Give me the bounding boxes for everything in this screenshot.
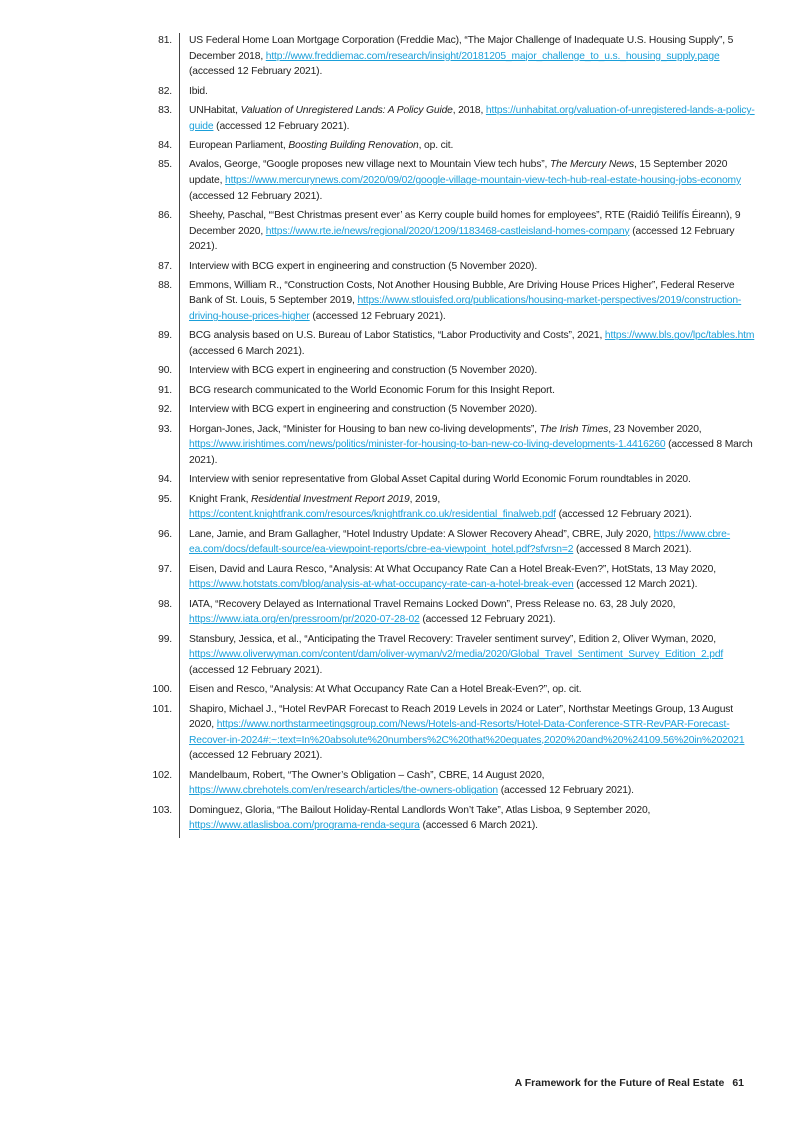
reference-item <box>140 103 755 138</box>
reference-number: 102. <box>152 769 172 781</box>
reference-link[interactable]: https://www.irishtimes.com/news/politics/minister-for-housing-to-ban-new-co-living-developments-1.4416260 <box>189 439 666 451</box>
reference-item <box>140 492 755 527</box>
reference-segment: Sheehy, Paschal, “‘Best Christmas present ever’ as Kerry couple build homes for employees”, RTE (Raidió Teilifís Éireann), 9 December 2020, <box>189 209 741 237</box>
page-footer <box>515 1077 744 1089</box>
reference-segment: , op. cit. <box>418 139 454 151</box>
reference-segment: BCG research communicated to the World Economic Forum for this Insight Report. <box>189 384 555 396</box>
reference-item <box>140 702 755 768</box>
reference-text <box>179 562 755 597</box>
reference-number: 84. <box>158 139 172 151</box>
reference-text <box>179 492 755 527</box>
reference-link[interactable]: https://www.oliverwyman.com/content/dam/oliver-wyman/v2/media/2020/Global_Travel_Sentiment_Survey_Edition_2.pdf <box>189 649 724 661</box>
reference-item <box>140 363 755 382</box>
reference-segment: (accessed 12 February 2021). <box>213 120 350 132</box>
reference-segment: (accessed 12 February 2021). <box>419 614 556 626</box>
reference-italic-title: Valuation of Unregistered Lands: A Policy Guide <box>240 104 453 116</box>
reference-segment: Interview with senior representative from Global Asset Capital during World Economic Forum roundtables in 2020. <box>189 474 691 486</box>
reference-segment: Dominguez, Gloria, “The Bailout Holiday-Rental Landlords Won’t Take”, Atlas Lisboa, 9 September 2020, <box>189 804 651 816</box>
reference-number: 94. <box>158 474 172 486</box>
reference-text <box>179 138 755 157</box>
reference-link[interactable]: https://www.hotstats.com/blog/analysis-at-what-occupancy-rate-can-a-hotel-break-even <box>189 579 574 591</box>
reference-segment: (accessed 12 February 2021). <box>189 66 323 78</box>
reference-segment: (accessed 12 March 2021). <box>573 579 698 591</box>
reference-segment: Lane, Jamie, and Bram Gallagher, “Hotel Industry Update: A Slower Recovery Ahead”, CBRE, July 2020, <box>189 528 654 540</box>
reference-number: 82. <box>158 85 172 97</box>
reference-number: 92. <box>158 404 172 416</box>
reference-item <box>140 422 755 473</box>
reference-text <box>179 803 755 838</box>
reference-text <box>179 682 755 701</box>
reference-text <box>179 383 755 402</box>
reference-item <box>140 682 755 701</box>
reference-italic-title: The Irish Times <box>539 423 609 435</box>
reference-segment: IATA, “Recovery Delayed as International Travel Remains Locked Down”, Press Release no. 63, 28 July 2020, <box>189 598 676 610</box>
reference-text <box>179 527 755 562</box>
reference-text <box>179 632 755 683</box>
reference-segment: Emmons, William R., “Construction Costs, Not Another Housing Bubble, Are Driving House Prices Higher”, Federal Reserve Bank of St. Louis, 5 September 2019, <box>189 279 735 307</box>
reference-number: 88. <box>158 279 172 291</box>
reference-segment: (accessed 12 February 2021). <box>309 311 446 323</box>
reference-text <box>179 157 755 208</box>
reference-segment: European Parliament, <box>189 139 289 151</box>
reference-item <box>140 259 755 278</box>
reference-segment: Interview with BCG expert in engineering and construction (5 November 2020). <box>189 260 538 272</box>
reference-segment: BCG analysis based on U.S. Bureau of Labor Statistics, “Labor Productivity and Costs”, 2021, <box>189 330 605 342</box>
reference-item <box>140 84 755 103</box>
reference-number: 100. <box>152 684 172 696</box>
reference-number: 93. <box>158 423 172 435</box>
reference-number: 97. <box>158 563 172 575</box>
reference-link[interactable]: https://www.cbre-ea.com/docs/default-source/ea-viewpoint-reports/cbre-ea-viewpoint_hotel.pdf?sfvrsn=2 <box>189 528 731 556</box>
reference-text <box>179 328 755 363</box>
reference-link[interactable]: https://www.iata.org/en/pressroom/pr/2020-07-28-02 <box>189 614 420 626</box>
reference-text <box>179 472 755 491</box>
reference-segment: Eisen and Resco, “Analysis: At What Occupancy Rate Can a Hotel Break-Even?”, op. cit. <box>189 684 582 696</box>
reference-segment: (accessed 6 March 2021). <box>419 820 538 832</box>
reference-list <box>140 33 755 838</box>
reference-item <box>140 33 755 84</box>
reference-segment: , 2018, <box>452 104 486 116</box>
reference-item <box>140 597 755 632</box>
reference-segment: Interview with BCG expert in engineering and construction (5 November 2020). <box>189 404 538 416</box>
reference-segment: Ibid. <box>189 85 208 97</box>
reference-italic-title: The Mercury News <box>549 159 634 171</box>
reference-segment: (accessed 12 February 2021). <box>498 785 634 797</box>
reference-segment: , 2019, <box>409 493 441 505</box>
reference-italic-title: Boosting Building Renovation <box>288 139 419 151</box>
reference-text <box>179 259 755 278</box>
reference-link[interactable]: https://www.northstarmeetingsgroup.com/News/Hotels-and-Resorts/Hotel-Data-Conference-STR-RevPAR-Forecast-Recover-in-2024#:~:text=In%20absolute%20numbers%2C%20that%20equates,2020%20and%20%24109.56%20in%202021 <box>189 719 745 746</box>
reference-segment: , 23 November 2020, <box>608 423 702 435</box>
reference-link[interactable]: https://content.knightfrank.com/resources/knightfrank.co.uk/residential_finalweb.pdf <box>189 509 556 521</box>
reference-link[interactable]: https://www.cbrehotels.com/en/research/articles/the-owners-obligation <box>189 785 498 797</box>
reference-text <box>179 702 755 768</box>
reference-number: 98. <box>158 598 172 610</box>
reference-text <box>179 208 755 259</box>
reference-segment: (accessed 8 March 2021). <box>573 544 692 556</box>
reference-item <box>140 803 755 838</box>
reference-segment: (accessed 12 February 2021). <box>555 509 692 521</box>
reference-number: 101. <box>152 703 172 715</box>
reference-number: 89. <box>158 330 172 342</box>
reference-item <box>140 383 755 402</box>
reference-text <box>179 84 755 103</box>
reference-item <box>140 138 755 157</box>
reference-segment: UNHabitat, <box>189 104 241 116</box>
reference-link[interactable]: https://www.bls.gov/lpc/tables.htm <box>604 330 755 342</box>
reference-link[interactable]: https://www.rte.ie/news/regional/2020/1209/1183468-castleisland-homes-company <box>265 225 630 237</box>
reference-text <box>179 278 755 329</box>
reference-number: 99. <box>158 633 172 645</box>
reference-text <box>179 363 755 382</box>
reference-segment: US Federal Home Loan Mortgage Corporation (Freddie Mac), “The Major Challenge of Inadequate U.S. Housing Supply”, 5 December 2018, <box>189 35 734 62</box>
reference-number: 85. <box>158 159 172 171</box>
reference-item <box>140 768 755 803</box>
reference-item <box>140 632 755 683</box>
reference-number: 96. <box>158 528 172 540</box>
reference-number: 83. <box>158 104 172 116</box>
page-number: 61 <box>732 1077 744 1089</box>
reference-item <box>140 278 755 329</box>
reference-segment: Stansbury, Jessica, et al., “Anticipating the Travel Recovery: Traveler sentiment survey”, Edition 2, Oliver Wyman, 2020, <box>189 633 716 645</box>
reference-segment: Shapiro, Michael J., “Hotel RevPAR Forecast to Reach 2019 Levels in 2024 or Later”, Northstar Meetings Group, 13 August 2020, <box>189 703 733 731</box>
reference-item <box>140 402 755 421</box>
reference-segment: Eisen, David and Laura Resco, “Analysis: At What Occupancy Rate Can a Hotel Break-Even?”, HotStats, 13 May 2020, <box>189 563 716 575</box>
reference-segment: (accessed 12 February 2021). <box>189 750 323 762</box>
reference-item <box>140 472 755 491</box>
reference-text <box>179 597 755 632</box>
reference-item <box>140 562 755 597</box>
reference-segment: (accessed 12 February 2021). <box>189 664 323 676</box>
reference-link[interactable]: https://www.mercurynews.com/2020/09/02/google-village-mountain-view-tech-hub-real-estate-housing-jobs-economy <box>225 174 741 186</box>
reference-segment: (accessed 6 March 2021). <box>189 346 305 358</box>
reference-segment: Horgan-Jones, Jack, “Minister for Housing to ban new co-living developments”, <box>189 423 540 435</box>
reference-italic-title: Residential Investment Report 2019 <box>251 493 410 505</box>
reference-link[interactable]: https://www.atlaslisboa.com/programa-renda-segura <box>189 820 420 832</box>
reference-number: 103. <box>152 804 172 816</box>
reference-text <box>179 33 755 84</box>
reference-segment: (accessed 12 February 2021). <box>189 225 735 253</box>
reference-number: 87. <box>158 260 172 272</box>
reference-link[interactable]: https://www.stlouisfed.org/publications/housing-market-perspectives/2019/construction-driving-house-prices-higher <box>189 295 742 323</box>
reference-segment: Avalos, George, “Google proposes new village next to Mountain View tech hubs”, <box>189 159 550 171</box>
reference-text <box>179 402 755 421</box>
reference-item <box>140 157 755 208</box>
reference-number: 95. <box>158 493 172 505</box>
reference-link[interactable]: http://www.freddiemac.com/research/insight/20181205_major_challenge_to_u.s._housing_supply.page <box>265 50 720 62</box>
reference-item <box>140 527 755 562</box>
reference-link[interactable]: https://unhabitat.org/valuation-of-unregistered-lands-a-policy-guide <box>189 104 755 132</box>
reference-segment: Interview with BCG expert in engineering and construction (5 November 2020). <box>189 365 538 377</box>
reference-segment: Knight Frank, <box>189 493 251 505</box>
reference-text <box>179 768 755 803</box>
reference-number: 81. <box>158 35 172 46</box>
reference-segment: , 15 September 2020 update, <box>189 159 728 186</box>
reference-item <box>140 208 755 259</box>
footer-title: A Framework for the Future of Real Estate <box>514 1077 725 1089</box>
reference-segment: (accessed 8 March 2021). <box>189 439 753 466</box>
reference-item <box>140 328 755 363</box>
reference-text <box>179 422 755 473</box>
reference-segment: Mandelbaum, Robert, “The Owner’s Obligation – Cash”, CBRE, 14 August 2020, <box>189 769 545 781</box>
reference-text <box>179 103 755 138</box>
reference-segment: (accessed 12 February 2021). <box>189 190 323 202</box>
reference-number: 91. <box>158 384 172 396</box>
reference-number: 90. <box>158 365 172 377</box>
reference-number: 86. <box>158 209 172 221</box>
